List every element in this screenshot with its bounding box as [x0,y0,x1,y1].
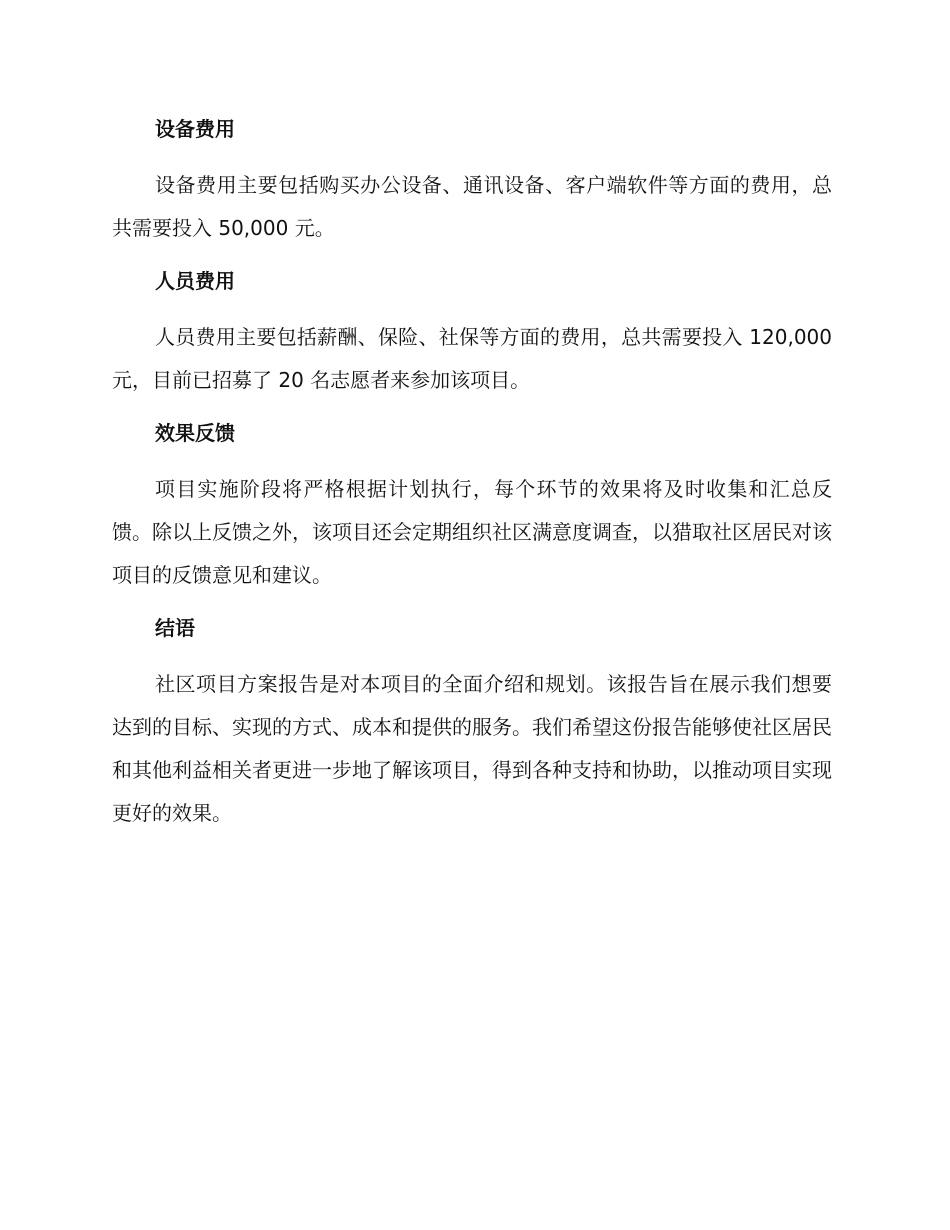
section-paragraph-feedback: 项目实施阶段将严格根据计划执行，每个环节的效果将及时收集和汇总反馈。除以上反馈之外，该项目还会定期组织社区满意度调查，以猎取社区居民对该项目的反馈意见和建议。 [112,477,832,587]
section-paragraph-equipment-cost: 设备费用主要包括购买办公设备、通讯设备、客户端软件等方面的费用，总共需要投入 50,000 元。 [112,173,832,240]
section-heading-conclusion: 结语 [155,616,195,640]
section-paragraph-conclusion: 社区项目方案报告是对本项目的全面介绍和规划。该报告旨在展示我们想要达到的目标、实现的方式、成本和提供的服务。我们希望这份报告能够使社区居民和其他利益相关者更进一步地了解该项目，得到各种支持和协助，以推动项目实现更好的效果。 [112,672,832,825]
section-heading-equipment-cost: 设备费用 [155,117,235,141]
section-paragraph-personnel-cost: 人员费用主要包括薪酬、保险、社保等方面的费用，总共需要投入 120,000 元，目前已招募了 20 名志愿者来参加该项目。 [112,325,832,392]
section-heading-feedback: 效果反馈 [155,421,235,445]
document-body [112,112,832,835]
section-heading-personnel-cost: 人员费用 [155,269,235,293]
